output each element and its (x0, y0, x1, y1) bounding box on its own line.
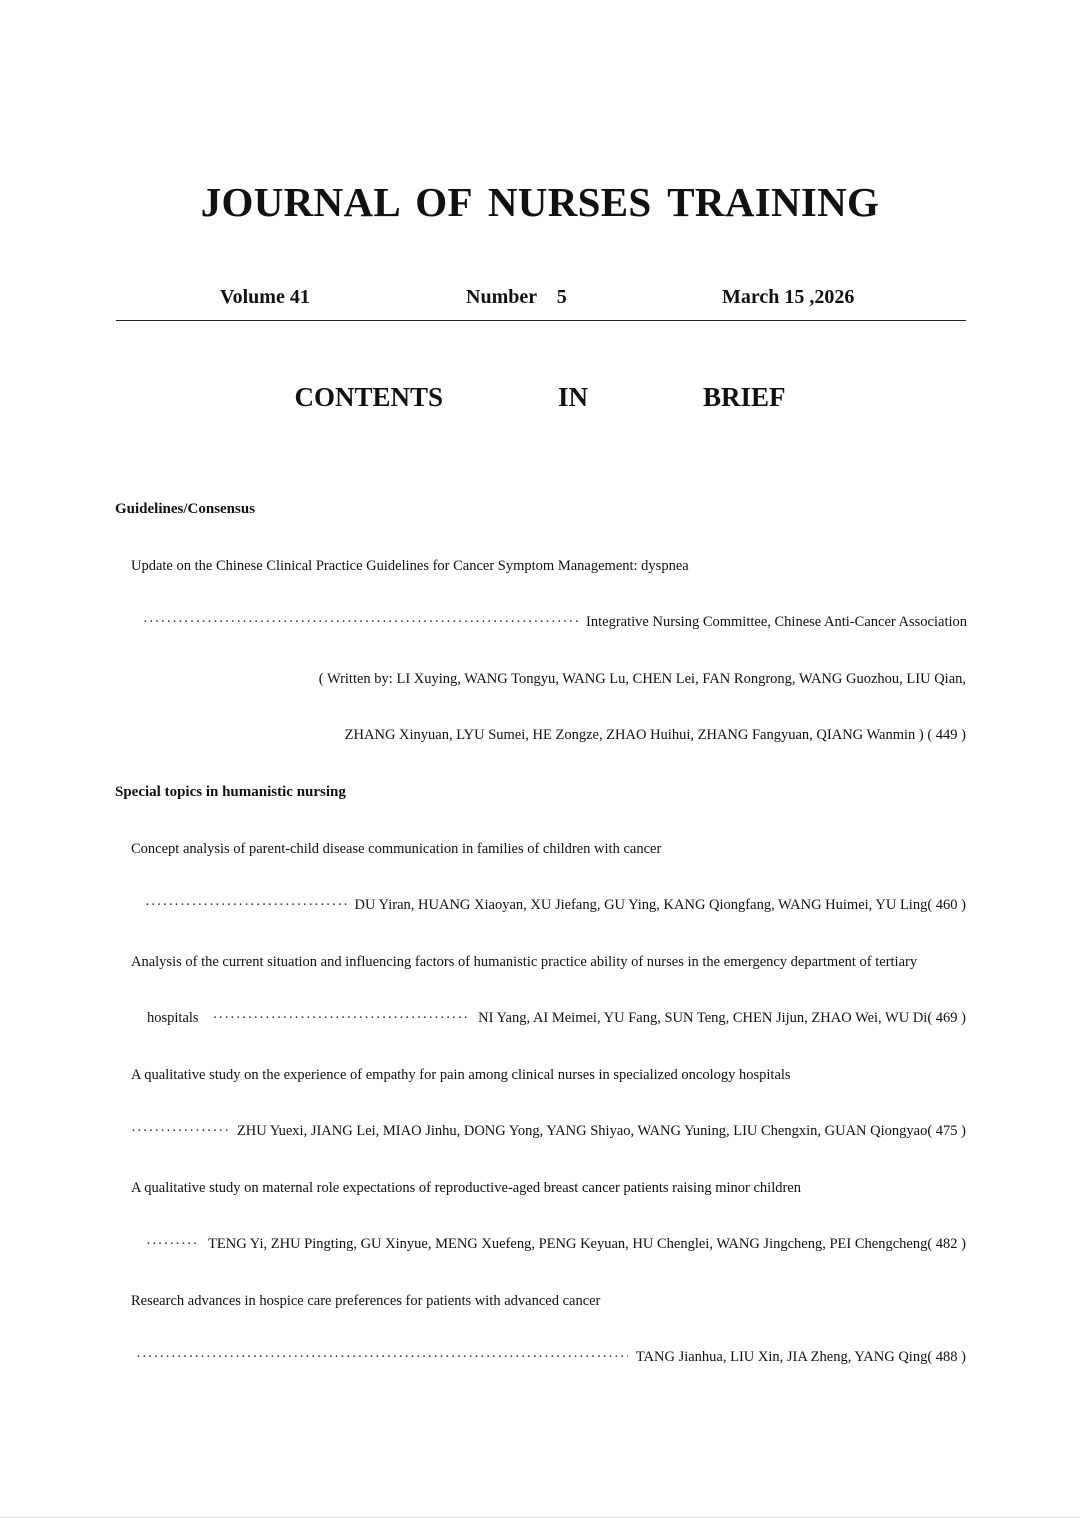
article-authors-row (136, 1349, 966, 1366)
article-authors-row (145, 897, 966, 914)
article-authors: ZHU Yuexi, JIANG Lei, MIAO Jinhu, DONG Yong, YANG Shiyao, WANG Yuning, LIU Chengxin, GUAN Qiongyao( 475 ) (236, 1123, 966, 1139)
article-written-by-cont: ZHANG Xinyuan, LYU Sumei, HE Zongze, ZHAO Huihui, ZHANG Fangyuan, QIANG Wanmin ) ( 449 ) (344, 727, 966, 743)
article-title: Concept analysis of parent-child disease communication in families of children with cancer (131, 841, 662, 857)
header-divider (116, 320, 966, 321)
leader-dots (146, 1236, 200, 1253)
article-authors-row (146, 1236, 966, 1253)
section-heading-guidelines: Guidelines/Consensus (115, 501, 256, 517)
section-heading-humanistic: Special topics in humanistic nursing (115, 784, 346, 800)
leader-dots (145, 897, 347, 914)
leader-dots (143, 614, 578, 631)
article-authors: NI Yang, AI Meimei, YU Fang, SUN Teng, CHEN Jijun, ZHAO Wei, WU Di( 469 ) (478, 1010, 966, 1026)
article-authors: DU Yiran, HUANG Xiaoyan, XU Jiefang, GU Ying, KANG Qiongfang, WANG Huimei, YU Ling( 460 ) (354, 897, 966, 913)
article-title: A qualitative study on the experience of empathy for pain among clinical nurses in specialized oncology hospitals (131, 1067, 791, 1083)
article-title-cont: hospitals (147, 1010, 199, 1026)
volume-label: Volume 41 (220, 286, 310, 308)
article-title: Research advances in hospice care preferences for patients with advanced cancer (131, 1293, 601, 1309)
article-title: Analysis of the current situation and influencing factors of humanistic practice ability of nurses in the emergency department of tertiary (131, 954, 918, 970)
journal-title: JOURNAL OF NURSES TRAINING (200, 179, 880, 225)
article-authors-row (147, 1010, 966, 1027)
article-written-by: ( Written by: LI Xuying, WANG Tongyu, WANG Lu, CHEN Lei, FAN Rongrong, WANG Guozhou, LIU Qian, (318, 671, 966, 687)
leader-dots (136, 1349, 628, 1366)
leader-dots (213, 1010, 471, 1027)
article-authors: TANG Jianhua, LIU Xin, JIA Zheng, YANG Qing( 488 ) (635, 1349, 966, 1365)
article-authors: TENG Yi, ZHU Pingting, GU Xinyue, MENG Xuefeng, PENG Keyuan, HU Chenglei, WANG Jingcheng, PEI Chengcheng( 482 ) (208, 1236, 966, 1252)
number-label: Number 5 (466, 286, 567, 308)
article-title: A qualitative study on maternal role expectations of reproductive-aged breast cancer patients raising minor children (131, 1180, 801, 1196)
leader-dots (131, 1123, 229, 1140)
article-authors-row (131, 1123, 966, 1140)
article-title: Update on the Chinese Clinical Practice Guidelines for Cancer Symptom Management: dyspnea (131, 558, 689, 574)
article-byline: Integrative Nursing Committee, Chinese Anti-Cancer Association (586, 614, 967, 630)
contents-heading: CONTENTS IN BRIEF (294, 382, 786, 412)
issue-date: March 15 ,2026 (722, 286, 855, 308)
article-byline-row (143, 614, 967, 631)
